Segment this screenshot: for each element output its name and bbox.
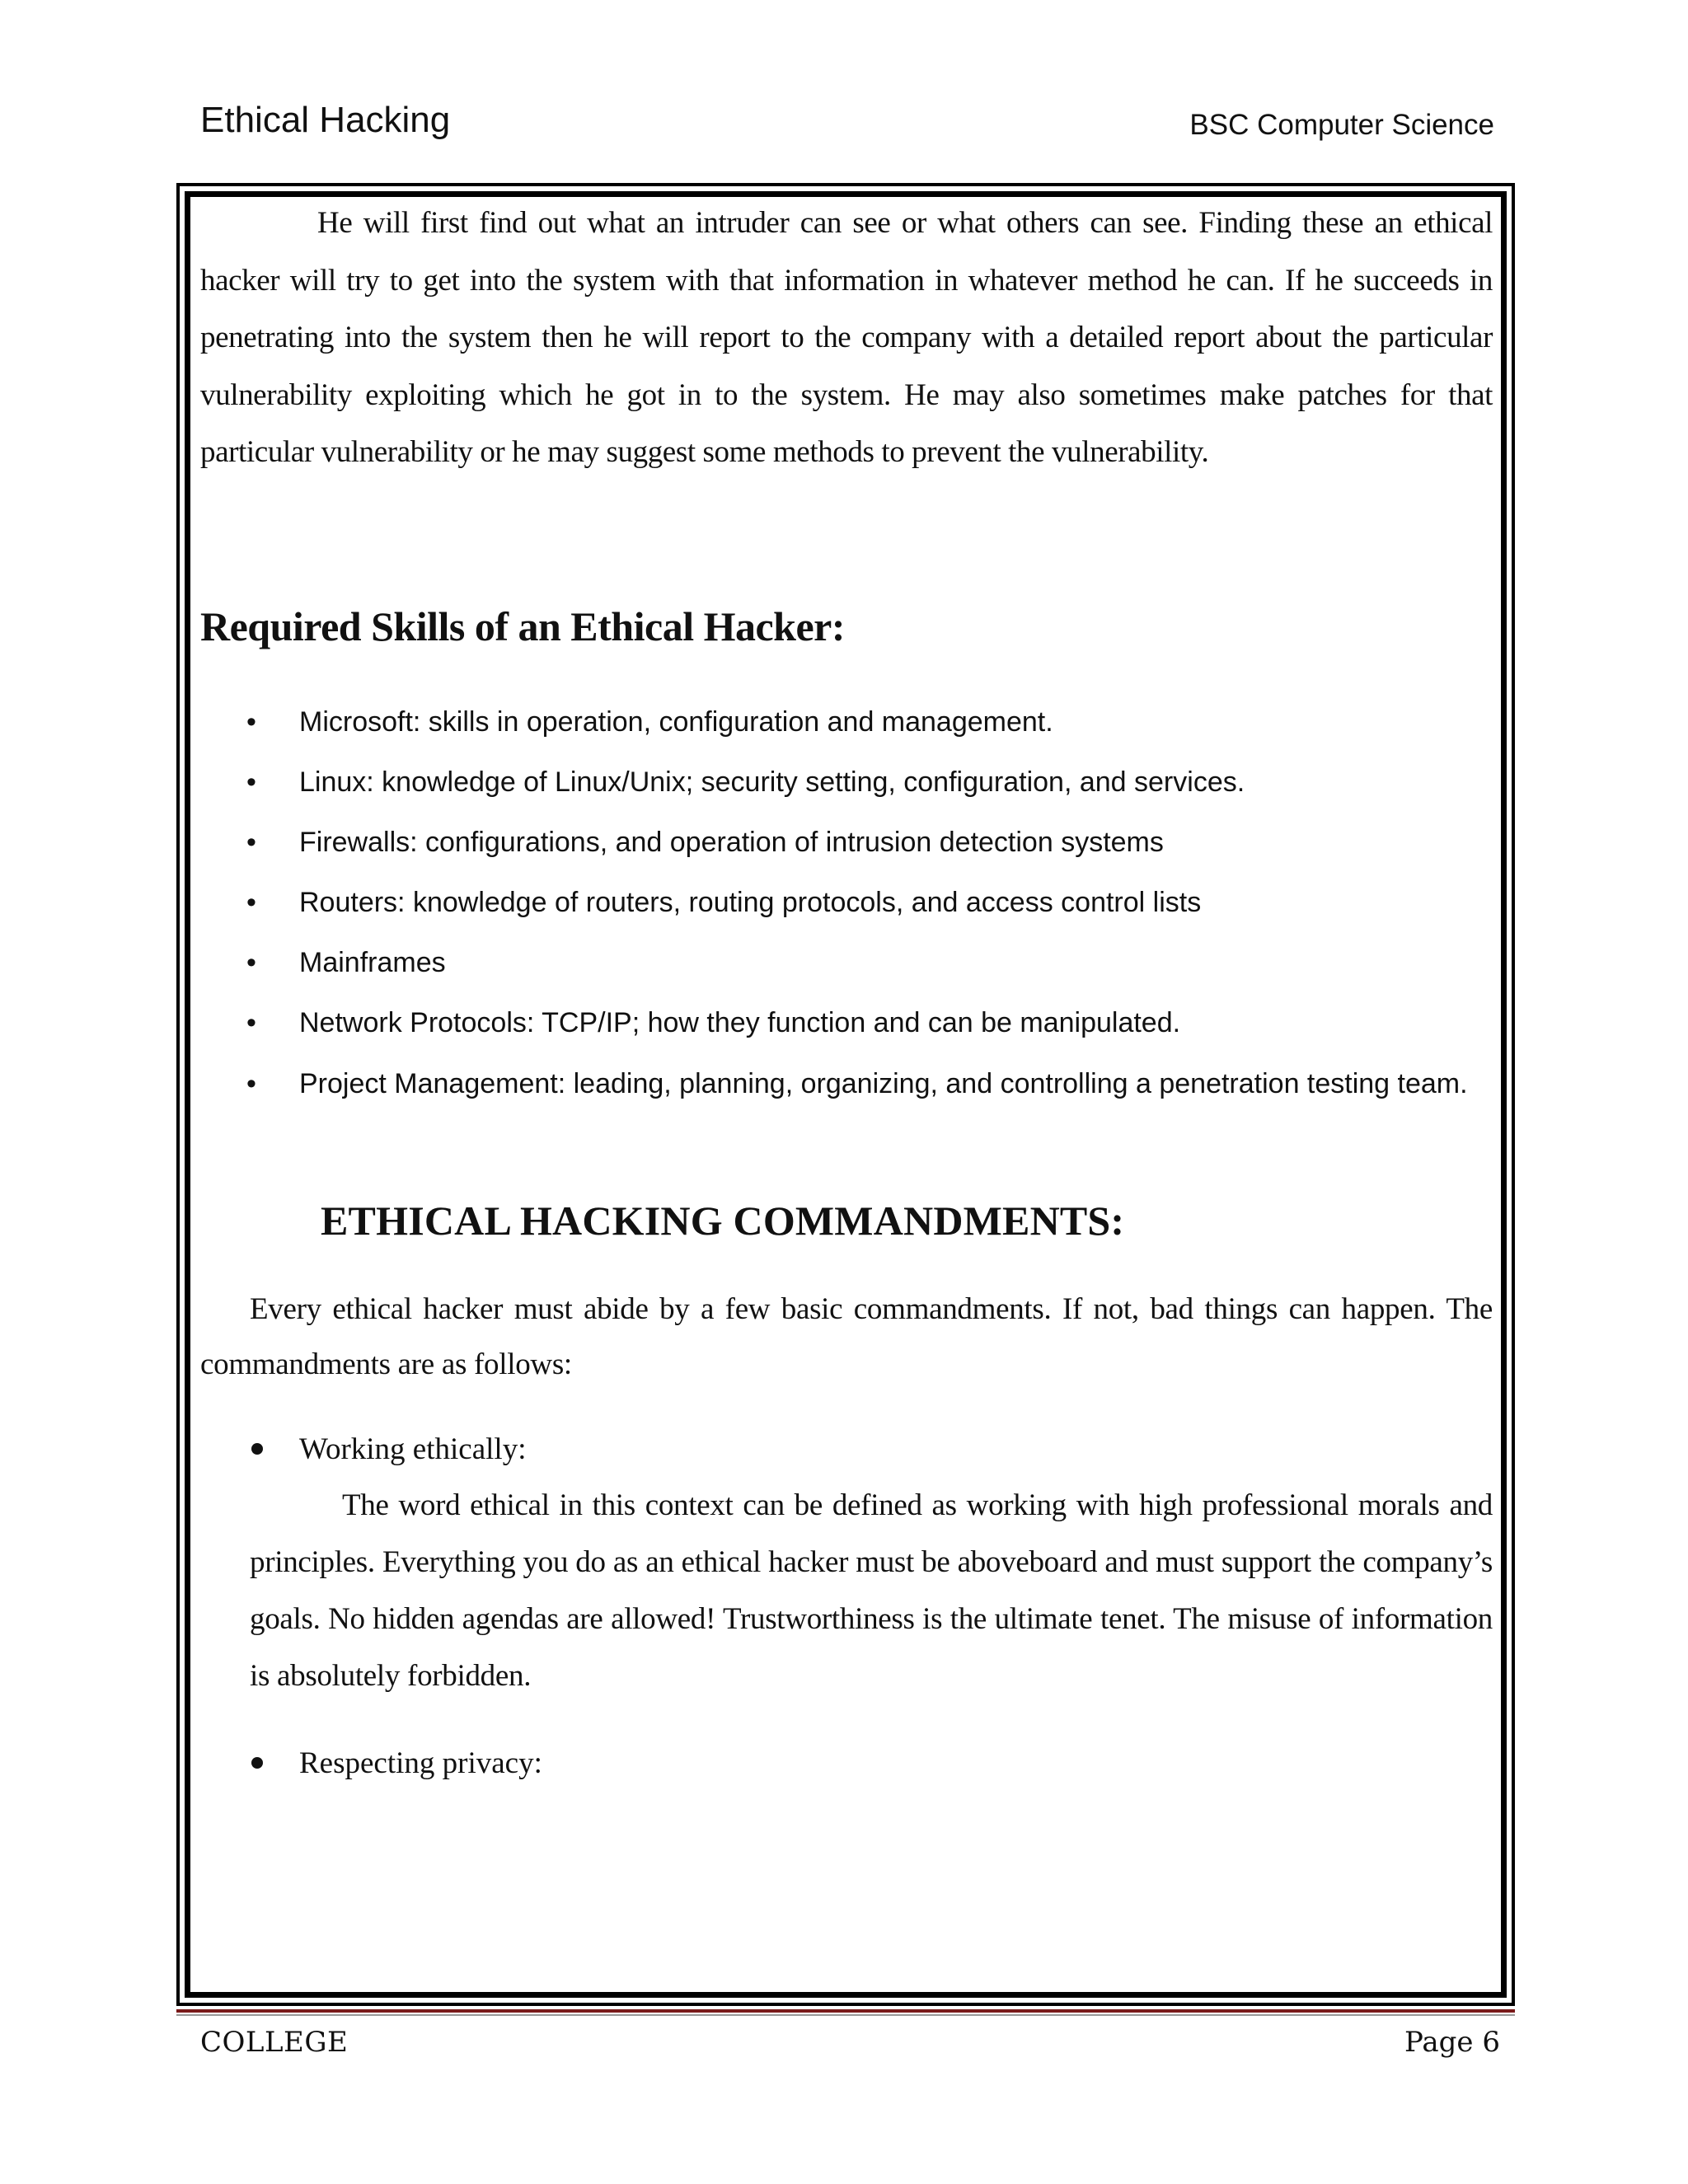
skill-text: Linux: knowledge of Linux/Unix; security setting, configuration, and services.	[299, 766, 1245, 798]
footer-college: COLLEGE	[200, 2026, 349, 2059]
bullet-icon: •	[246, 886, 256, 918]
commandments-intro: Every ethical hacker must abide by a few basic commandments. If not, bad things can happen. The commandments are as follows:	[200, 1291, 1493, 1381]
commandment-title-text: Respecting privacy:	[299, 1746, 542, 1780]
header-course: BSC Computer Science	[1189, 109, 1494, 141]
list-item	[200, 1053, 1493, 1115]
skill-text: Routers: knowledge of routers, routing protocols, and access control lists	[299, 886, 1202, 918]
skill-text: Firewalls: configurations, and operation of intrusion detection systems	[299, 826, 1164, 858]
bullet-icon: •	[246, 1006, 256, 1038]
page-number: Page 6	[1404, 2026, 1500, 2059]
commandment-title	[200, 1736, 1493, 1791]
commandment-title-text: Working ethically:	[299, 1432, 527, 1466]
bullet-icon: •	[246, 705, 256, 738]
bullet-icon: •	[246, 1067, 256, 1099]
bullet-icon: •	[246, 946, 256, 978]
skill-text: Project Management: leading, planning, organizing, and controlling a penetration testing team.	[299, 1067, 1468, 1099]
list-item	[200, 873, 1493, 933]
list-item	[200, 993, 1493, 1053]
intro-paragraph: He will first find out what an intruder can see or what others can see. Finding these an ethical hacker will try to get into the system with that information in whatever method he can. If he succeeds in penetrating into the system then he will report to the company with a detailed report about the particular vulnerability exploiting which he got in to the system. He may also sometimes make patches for that particular vulnerability or he may suggest some methods to prevent the vulnerability.	[200, 206, 1493, 469]
list-item	[200, 933, 1493, 993]
list-item	[200, 692, 1493, 752]
commandments-list	[200, 1422, 1493, 1791]
skill-text: Network Protocols: TCP/IP; how they function and can be manipulated.	[299, 1006, 1181, 1038]
list-item	[200, 813, 1493, 873]
commandments-heading: ETHICAL HACKING COMMANDMENTS:	[321, 1197, 1125, 1244]
bullet-icon: •	[246, 826, 256, 858]
list-item	[200, 752, 1493, 813]
skill-text: Microsoft: skills in operation, configuration and management.	[299, 705, 1053, 738]
skills-list	[200, 692, 1493, 1115]
bullet-dot-icon	[251, 1443, 263, 1455]
bullet-icon: •	[246, 766, 256, 798]
skills-heading: Required Skills of an Ethical Hacker:	[200, 602, 846, 649]
footer-rule-shadow	[176, 2014, 1515, 2016]
commandment-title	[200, 1422, 1493, 1477]
page-content	[200, 194, 1493, 1791]
commandment-body: The word ethical in this context can be defined as working with high professional morals and principles. Everything you do as an ethical hacker must be aboveboard and must support the company’s goals. No hidden agendas are allowed! Trustworthiness is the ultimate tenet. The misuse of information is absolutely forbidden.	[250, 1488, 1493, 1693]
header-title: Ethical Hacking	[200, 100, 451, 140]
skill-text: Mainframes	[299, 946, 446, 978]
footer-rule	[176, 2009, 1515, 2013]
bullet-dot-icon	[251, 1757, 263, 1769]
